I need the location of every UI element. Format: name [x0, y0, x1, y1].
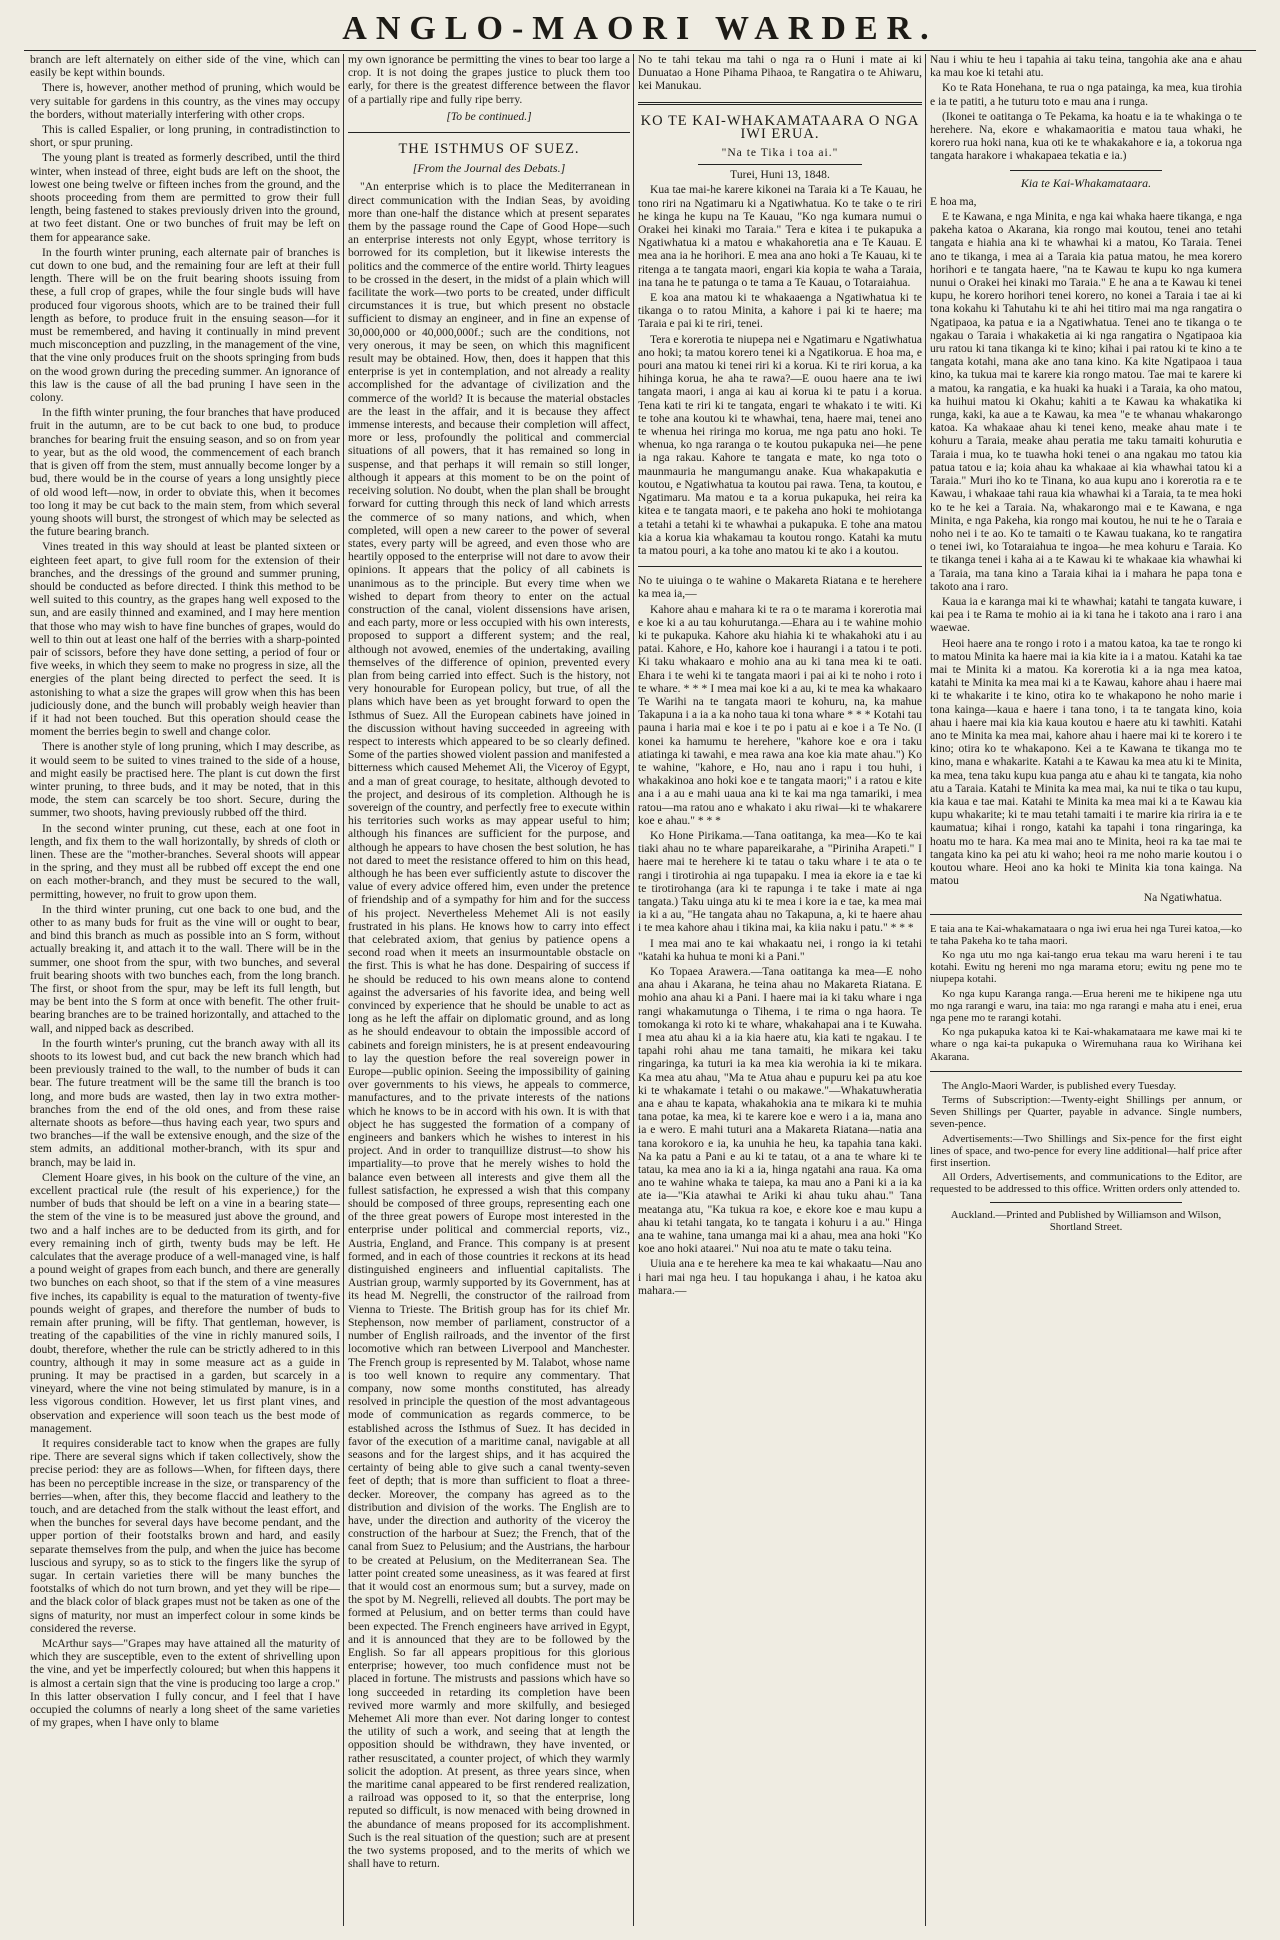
section-rule: [990, 1202, 1182, 1203]
publication-notice: Advertisements:—Two Shillings and Six-pence for the first eight lines of space, and two-pence for every line additional—half price after first insertion.: [930, 1132, 1242, 1170]
motto: "Na te Tika i toa ai.": [721, 147, 839, 160]
imprint: Auckland.—Printed and Published by Williamson and Wilson, Shortland Street.: [950, 1208, 1222, 1233]
paragraph: In the fifth winter pruning, the four branches that have produced fruit in the autumn, are to be cut back to one bud, to produce branches for bearing fruit the ensuing season, and so on from year to year, but as the old wood, the commencement of each branch that is given off from the stem, must annually become longer by a bud, there would be in the course of years a long unsightly piece of old wood left—now, in order to obviate this, when it becomes too long it may be cut back to the main stem, from which several young shoots will burst, the strongest of which may be selected as the future bearing branch.: [30, 407, 340, 539]
letter-heading: Kia te Kai-Whakamataara.: [1020, 175, 1152, 190]
paragraph: No te tahi tekau ma tahi o nga ra o Huni i mate ai ki Dunuatao a Hone Pihama Pihaoa, te Rangatira o te Ahiwaru, kei Manukau.: [638, 54, 922, 93]
paragraph: Kua tae mai-he karere kikonei na Taraia ki a Te Kauau, he tono riri na Ngatimaru ki a Ngatiwhatua. Ko te take o te riri he kinga he kupu na Te Kauau, "Ko nga kumara numui o Orakei hei kinaki mo Taraia." Tera e kitea i te pukapuka a Ngatiwhatua ki a matou e whakahoretia ana e Te Kauau. E mea ana ia he horihori. E mea ana ano hoki a Te Kauau, ki te ritenga a te tangata maori, engari kia kopia te waha a Taraia, ina tana he te patunga o te tama a Te Kauau, o Totaraiahua.: [638, 184, 922, 289]
column-3: [638, 54, 922, 1926]
paragraph: Kaua ia e karanga mai ki te whawhai; katahi te tangata kuware, i kai pea i te Rama te mohio ai ia ki tana he i takoto ana i raro i ana waewae.: [930, 595, 1242, 635]
paragraph: There is, however, another method of pruning, which would be very suitable for gardens in this country, as the vines may occupy the borders, without materially interfering with other crops.: [30, 82, 340, 121]
notice-paragraph: Ko nga kupu Karanga ranga.—Erua hereni me te hikipene nga utu mo nga rarangi e waru, ina taia: mo nga rarangi e maha atu i enei, erua nga pene mo te rarangi kotahi.: [930, 987, 1242, 1025]
section-rule: [930, 914, 1242, 915]
paragraph: branch are left alternately on either side of the vine, which can easily be kept within bounds.: [30, 54, 340, 80]
paragraph: In the fourth winter's pruning, cut the branch away with all its shoots to its lowest bud, and cut back the new branch which had been previously trained to the wall, to the number of buds it can bear. The future treatment will be the same till the branch is too long, and more buds are wasted, then lay in two extra mother-branches from the end of the old ones, and from these raise alternate shoots as before—thus having each year, two spurs and two branches—if the wall be extensive enough, and the size of the stem admits, an additional mother-branch, with its spur and branch, may be laid in.: [30, 1037, 340, 1169]
masthead: [0, 0, 1280, 50]
section-rule: [638, 566, 922, 567]
paragraph: McArthur says—"Grapes may have attained all the maturity of which they are susceptible, even to the extent of shrivelling upon the vine, and yet be imperfectly coloured; but when this happens it is almost a certain sign that the vine is producing too large a crop." In this latter observation I fully concur, and I feel that I have occupied the columns of nearly a long sheet of the same varieties of my grapes, when I have only to blame: [30, 1637, 340, 1730]
section-rule: [348, 132, 630, 133]
paragraph: Ko Topaea Arawera.—Tana oatitanga ka mea—E noho ana ahau i Akarana, he teina ahau no Makareta Riatana. E mohio ana ahau ki a Pani. I haere mai ia ki taku whare i nga rangi whakamutunga o Tihema, i te rima o nga haora. Te tomokanga ki roto ki te whare, whakahapai ana i te Kuwaha. I mea atu ahau ki a ia kia haere atu, kia kati te ngakau. I te tapahi rohi ahau me tana tamaiti, he mikara kei taku ringaringa, ka tuturi ia ka mea kia werohia ia ki te mikara. Ka mea atu ahau, "Ma te Atua ahau e pupuru kei pa atu koe ki te whakamate i tetahi o ou makawe."—Whakatuwheratia ana e ahau te kapata, whakahokia ana te mikara ki te muhia tana potae, ka mea, ki te karere koe e wero i a ia, mana ano ia e wero. E mahi tuturi ana a Makareta Riatana—natia ana tana korokoro e ia, ka unuhia he heu, ka tapahia tana kaki. Na ka patu a Pani e au ki te tatau, ot a ana te whare ki te tatau, ka mea ano ia ki a ia, hinga ngatahi ana raua. Ka oma ano te wahine whaka te taiepa, ka mau ano a Pani ki a ia ka ate ia—"Kia atawhai te Ariki ki ahau tuku ahau." Tana meatanga atu, "Ka tukua ra koe, e ekore koe e mau kupu a ahau ki tetahi tangata, ko te tangata i kohuru i a au." Hinga ana te wahine, tana umanga mai ki a ahau, mea ana hoki "Ko koe ano hoki ataarei." Nui noa atu te mate o taku teina.: [638, 966, 922, 1256]
section-rule: [698, 164, 862, 165]
paragraph: Nau i whiu te heu i tapahia ai taku teina, tangohia ake ana e ahau ka mau koe ki tetahi atu.: [930, 54, 1242, 80]
salutation: E hoa ma,: [930, 195, 977, 208]
notice-paragraph: Ko nga utu mo nga kai-tango erua tekau ma waru hereni i te tau kotahi. Ewitu ng hereni mo nga marama etoru; ewitu ng pene mo te niupepa kotahi.: [930, 949, 1242, 986]
paragraph: I mea mai ano te kai whakaatu nei, i rongo ia ki tetahi "katahi ka huhua te moni ki a Pani.": [638, 937, 922, 963]
notice-paragraph: E taia ana te Kai-whakamataara o nga iwi erua hei nga Turei katoa,—ko te taha Pakeha ko te taha maori.: [930, 922, 1242, 947]
masthead-rule: [24, 50, 1256, 51]
section-rule: [930, 1071, 1242, 1072]
publication-notice: The Anglo-Maori Warder, is published every Tuesday.: [942, 1079, 1177, 1092]
issue-date: Turei, Huni 13, 1848.: [730, 169, 830, 182]
paragraph: The young plant is treated as formerly described, until the third winter, when instead of three, eight buds are left on the shoot, the lowest one being twelve or fifteen inches from the ground, and the shoots proceeding from them are permitted to grow their full length, being fastened to stakes previously driven into the ground, at two feet distant. One or two bunches of fruit may be left on them for appearance sake.: [30, 152, 340, 244]
publication-notice: Terms of Subscription:—Twenty-eight Shillings per annum, or Seven Shillings per Quarter, payable in advance. Single numbers, seven-pence.: [930, 1094, 1242, 1131]
article-source: [From the Journal des Debats.]: [412, 161, 566, 176]
paragraph: Clement Hoare gives, in his book on the culture of the vine, an excellent practical rule (the result of his experience,) for the number of buds that should be left on a vine in a bearing state—the stem of the vine is to be measured just above the ground, and two and a half inches are to be deducted from its girth, and for every remaining inch of girth, twenty buds may be left. He calculates that the average produce of a well-managed vine, is half a pound weight of grapes from each bunch, and there are generally two bunches on each shoot, so that if the stem of a vine measures five inches, its capability is equal to the maturation of twenty-five pounds weight of grapes, and therefore the number of buds to remain after pruning, will be fifty. That gentleman, however, is treating of the capabilities of the vine in richly manured soils, I doubt, therefore, whether the rule can be strictly adhered to in this country, although it may in some measure act as a guide in pruning. It may be practised in a garden, but scarcely in a vineyard, where the vine not being stimulated by manure, is in a less vigorous condition. However, let us first plant vines, and observation and experience will soon teach us the best mode of management.: [30, 1171, 340, 1435]
paragraph: There is another style of long pruning, which I may describe, as it would seem to be suited to vines trained to the side of a house, and might easily be practised here. The plant is cut down the first winter pruning, to three buds, and it may be noted, that in this mode, the stem can scarcely be too short. Secure, during the summer, two shoots, having previously rubbed off the third.: [30, 741, 340, 820]
paragraph: E koa ana matou ki te whakaaenga a Ngatiwhatua ki te tikanga o to ratou Minita, a kahore i pai ki te haere; ma Taraia e pai ki te riri, tenei.: [638, 292, 922, 331]
section-rule: [638, 102, 922, 105]
publication-notice: All Orders, Advertisements, and communications to the Editor, are requested to be addressed to this office. Written orders only attended to.: [930, 1171, 1242, 1196]
column-divider: [925, 54, 926, 1926]
article-heading: THE ISTHMUS OF SUEZ.: [398, 141, 580, 158]
section-rule: [1010, 170, 1162, 171]
notice-paragraph: Ko nga pukapuka katoa ki te Kai-whakamataara me kawe mai ki te whare o nga kai-ta pukapuka o Wiremuhana raua ko Wirihana kei Akarana.: [930, 1026, 1242, 1063]
paragraph: E te Kawana, e nga Minita, e nga kai whaka haere tikanga, e nga pakeha katoa o Akarana, kia rongo mai koutou, tenei ano tetahi tangata e hiahia ana ki te whawhai ki a matou, Ko Taraia. Tenei ano te tikanga, i mea ai a Taraia kia patua matou, he mea korero horihori e te tangata haere, "na te Kawau te kupu ko nga kumera nunui o Orakei hei kinaki mo Taraia." E he ana a te Kawau ki tenei kupu, he korero horihori tenei korero, no konei a Taraia i tae ai ki tona kokahu ki Tahutahu ki te ahi hei titiro mai ma nga rangatira o Ngatipaoa, ka patua e ia a Ngatiwhatua. Tenei ano te tikanga o te ngakau o Taraia i whakaketia ai ki nga rangatira o Ngatipaoa kia uru ratou ki tana tikanga ki te kino; kihai i pai ratou ki te kino a te tangata kotahi, mana ake ano tana kino. Ka kite Ngatipaoa i taua kino, ka tukua mai te karere kia rongo matou. Tae mai te karere ki a matou, ka rangatia, e ka huaki ka huaki i a Taraia, ka oho matou, ka huihui matou ki Okahu; kahiti a te Kawau ka whakatika ki runga, kaki, ka aue a te Kawau, ka mea "e te whanau whakarongo katoa. Ka whakaae ahau ki tenei keno, meake ahau mate i te kohuru a Taraia, meake ahau peratia me taku tamaiti kohurutia e Taraia i mua, ko te tuawha hoki tenei o ana ngakau mo tatou kia patua tatou e ia; koia ahau ka whakaae ai kia whawhai tatou ki a Taraia." Muri iho ko te Tinana, ko aua kupu ano i korerotia ra e te Kawau, i whakaae tahi raua kia whawhai ki a Taraia, ta te mea hoki ko te he kei a Taraia. Na, whakarongo mai e te Kawana, e nga Minita, e nga Pakeha, kia rongo mai koutou, he nui te he o Taraia e noho nei i te ao. Ko te tamaiti o te Kawau tuakana, ko te rangatira o tenei iwi, ko Totaraiahua te ingoa—he mea kohuru e Taraia. Ko te tikanga tenei i kaha ai a te Kawau ki te whakaae kia whawhai ki a Taraia, ma tana kino a Taraia kihai ia i mahara he papa tona e takoto ana i raro.: [930, 211, 1242, 593]
paragraph: Ko Hone Pirikama.—Tana oatitanga, ka mea—Ko te kai tiaki ahau no te whare papareikarahe, a "Piriniha Arapeti." I haere mai te herehere ki te tatau o taku whare i te ata o te rangi i tirotirohia ai nga tupapaku. I mea ia ekore ia e tae ki te tirotirohanga (ara ki te rapunga i te take i mate ai nga tangata.) Taku uinga atu ki te mea i kore ia e tae, ka mea mai ia ki a au, "He tangata ahau no Takapuna, a, ki te haere ahau i te mea kahore ahau i tikina mai, ka kiia naku i patu." * * *: [638, 829, 922, 935]
paragraph: Vines treated in this way should at least be planted sixteen or eighteen feet apart, to give full room for the extension of their branches, and the dressings of the ground and summer pruning, should be conducted as before directed. I think this method to be well suited to this country, as the grapes hang well exposed to the sun, and are easily thinned and examined, and I may here mention that those who may wish to have fine bunches of grapes, would do well to thin out at least one half of the berries with a sharp-pointed pair of scissors, before they have done setting, a period of four or five weeks, in which they seem to make no progress in size, all the energies of the plant being directed to perfect the seed. It is astonishing to what a size the grapes will grow when this has been judiciously done, and the bunch will probably weigh heavier than if it had not been touched. But this operation should cease the moment the berries begin to swell and change color.: [30, 541, 340, 739]
paragraph: In the second winter pruning, cut these, each at one foot in length, and fix them to the wall horizontally, by shreds of cloth or linen. These are the "mother-branches. Several shoots will appear in the spring, and they must all be rubbed off except the end one on each mother-branch, and they must be secured to the wall, permitting, however, no fruit to grow upon them.: [30, 822, 340, 901]
paragraph: This is called Espalier, or long pruning, in contradistinction to short, or spur pruning.: [30, 124, 340, 150]
paragraph: (Ikonei te oatitanga o Te Pekama, ka hoatu e ia te whakinga o te herehere. Na, ekore e whakamaoritia e matou taua whaki, he korero rua hoki nana, kua oti ke te whakakahore e ia, a tokorua nga tangata harakore i whakapaea tekatia e ia.): [930, 110, 1242, 163]
column-2: [348, 54, 630, 1926]
column-divider: [633, 54, 634, 1926]
editorial-heading: KO TE KAI-WHAKAMATAARA O NGA IWI ERUA.: [640, 112, 920, 142]
paragraph: Kahore ahau e mahara ki te ra o te marama i korerotia mai e koe ki a au tau kohurutanga.—Ehara au i te wahine mohio ki te pukapuka. Kahore aku hiahia ki te whakahoki atu i au patai. Kahore, e Ho, kahore koe i haurangi i a tatou i te poti. Ki taku whakaaro e mohio ana au ki tana mea ki te oati. Ehara i te wehi ki te tangata maori i pai ai ki te noho i roto i te whare. * * * I mea mai koe ki a au, ki te mea ka whakaaro Te Warihi na te tangata maori te kohuru, na, ka mahue Takapuna i a ia a ka noho taua ki tona whare * * * Kotahi tau pauna i haria mai e koe i te po i patu ai e koe i a Te No. (I konei ka hamumu te herehere, "kahore koe e ora i taku atiatinga ki tawahi, e mea rawa ana koe kia mate ahau.") Ko te wahine, "kahore, e Ho, nau ano i rapu i tou huhi, i whakakinoa ano hoki koe e te tangata maori;" i a ratou e kite ana i a au e mahi uaua ana ki te kai ma nga tamariki, i mea ratou—ma ratou ano e whakato i aku riwai—ki te whakarere koe e ahau." * * *: [638, 603, 922, 827]
paragraph: "An enterprise which is to place the Mediterranean in direct communication with the Indian Seas, by avoiding more than one-half the distance which at present separates them by the passage round the Cape of Good Hope—such an enterprise interests not only Egypt, whose territory is borrowed for its completion, but it likewise interests the politics and the commerce of the entire world. Thirty leagues to be crossed in the desert, in the midst of a plain which will facilitate the work—two ports to be created, under difficult circumstances it is true, but which present no obstacle sufficient to dismay an engineer, and in fine an expense of 30,000,000 or 40,000,000f.; such are the conditions, not very onerous, it may be seen, on which this magnificent result may be obtained. How, then, does it happen that this enterprise is yet in contemplation, and not already a reality accomplished for the advantage of civilization and the commerce of the world? It is because the material obstacles are the least in the affair, and it is because they affect immense interests, and because their completion will affect, more or less, profoundly the political and commercial situations of all powers, that it has remained so long in suspense, and that perhaps it will remain so still longer, although it appears at this moment to be on the point of receiving solution. No doubt, when the plan shall be brought forward for cutting through this neck of land which arrests the commerce of so many nations, and which, when completed, will open a new career to the power of several states, every party will be agreed, and even those who are heartily opposed to the enterprise will not dare to avow their opinions. It appears that the policy of all cabinets is unanimous as to the principle. But every time when we wished to depart from theory to enter on the actual construction of the canal, violent dissensions have arisen, and each party, more or less occupied with his own interests, proposed to support a different system; and the real, although not avowed, enemies of the undertaking, availing themselves of the difference of opinion, prevented every plan from being carried into effect. Such is the history, not very honourable for European policy, but true, of all the plans which have been as yet brought forward to open the Isthmus of Suez. All the European cabinets have joined in the discussion without having succeeded in agreeing with respect to interests which appeared to be so clearly defined. Some of the parties showed violent passion and manifested a bitterness which caused Mehemet Ali, the Viceroy of Egypt, and a man of great courage, to hesitate, although devoted to the project, and desirous of its completion. Although he is sovereign of the country, and perfectly free to execute within his territories such works as may appear useful to him; although his finances are sufficient for the purpose, and although he appears to have chosen the best solution, he has not dared to meet the resistance offered to him on this head, although he has been ever sufficiently astute to discover the value of every advice offered him, even under the pretence of friendship and of a sympathy for him and for the success of his project. Nevertheless Mehemet Ali is not easily frustrated in his plans. He knows how to carry into effect that celebrated axiom, that genius by patience opens a second road when it meets an insurmountable obstacle on the first. This is what he has done. Despairing of success if he should be reduced to his own means alone to contend against the adversaries of his favorite idea, and being well convinced by experience that he should be unable to act as long as he left the affair on diplomatic ground, and as long as he should endeavour to obtain the impossible accord of cabinets and foreign ministers, he is at present endeavouring to lay the question before the real sovereign power in Europe—public opinion. Seeing the impossibility of gaining over governments to his views, he appeals to commerce, manufactures, and to the private interests of the nations which he knows to be in accord with his own. It is with that object he has suggested the formation of a company of engineers and bankers which he wishes to interest in his project. And in order to tranquillize distrust—to show his impartiality—to prove that he merely wishes to hold the balance even between all interests and give them all the fullest satisfaction, he expressed a wish that this company should be composed of three groups, representing each one of the three great powers of Europe most interested in the enterprise under political and commercial reports, viz., Austria, England, and France. This company is at present formed, and in each of those countries it reckons at its head distinguished engineers and influential capitalists. The Austrian group, warmly supported by its Government, has at its head M. Negrelli, the constructor of the railroad from Vienna to Trieste. The British group has for its chief Mr. Stephenson, now member of parliament, constructor of a number of English railroads, and the inventor of the first locomotive which ran between Liverpool and Manchester. The French group is represented by M. Talabot, whose name is too well known to require any commentary. That company, now some months constituted, has already resolved in principle the question of the most advantageous mode of communication as regards commerce, to be established across the Isthmus of Suez. It has decided in favor of the execution of a maritime canal, navigable at all seasons and for the largest ships, and it has acquired the certainty of being able to give such a canal twenty-seven feet of depth; that is more than sufficient to float a three-decker. Moreover, the company has agreed as to the distribution and division of the works. The English are to have, under the direction and authority of the viceroy the construction of the harbour at Suez; the French, that of the canal from Suez to Pelusium; and the Austrians, the harbour to be created at Pelusium, on the Mediterranean Sea. The latter point created some uneasiness, as it was feared at first that it would cost an enormous sum; but a survey, made on the spot by M. Negrelli, relieved all doubts. The port may be formed at Pelusium, and on better terms than could have been expected. The French engineers have arrived in Egypt, and it is announced that they are to be followed by the English. So far all appears propitious for this glorious enterprise; however, too much confidence must not be placed in fortune. The mistrusts and passions which have so long succeeded in retarding its completion have been revived more warmly and more skilfully, and besieged Mehemet Ali more than ever. Not daring longer to contest the utility of such a work, and seeing that at length the opposition should be withdrawn, they have invented, or rather resuscitated, a counter project, of which they warmly solicit the adoption. At present, as three years since, when the maritime canal appeared to be first rendered realization, a railroad was opposed to it, so that the enterprise, long reputed so difficult, is now menaced with being drowned in the abundance of means proposed for its accomplishment. Such is the real situation of the question; such are at present the two systems proposed, and to the merits of which we shall have to return.: [348, 181, 630, 1871]
paragraph: In the third winter pruning, cut one back to one bud, and the other to as many buds for fruit as the vine will or ought to bear, and bind this branch as much as possible into an S form, without actually breaking it, and attach it to the wall. There will be in the summer, one shoot from the spur, with two bunches, and several fruit bearing shoots with two bunches each, from the long branch. The first, or shoot from the spur, may be left its full length, but may be bent into the S form at once with benefit. The other fruit-bearing branches are to be trained horizontally, and attached to the wall, and nipped back as described.: [30, 903, 340, 1035]
paragraph: It requires considerable tact to know when the grapes are fully ripe. There are several signs which if taken collectively, show the precise period: they are as follows—When, for fifteen days, there has been no perceptible increase in the size, or transparency of the berries—when, after this, they become flaccid and leathery to the touch, and are detached from the stalk without the least effort, and when the bunches for several days have become pendant, and the upper portion of their footstalks brown and hard, and easily separate themselves from the pulp, and when the juice has become luscious and syrupy, so as to stick to the fingers like the syrup of sugar. In certain varieties there will be many bunches the footstalks of which do not turn brown, and yet they will be ripe—and the black color of black grapes must not be taken as one of the signs of maturity, nor must an imperfect colour in some kinds be considered the reverse.: [30, 1437, 340, 1635]
paragraph: Tera e korerotia te niupepa nei e Ngatimaru e Ngatiwhatua ano hoki; ta matou korero tenei ki a Ngatikorua. E hoa ma, e pouri ana matou ki tenei riri ki a korua. Ki te riri korua, a ka hihinga korua, he aha te rawa?—E ouou haere ana te iwi tangata maori, i anga ai kau ai korua ki te patu i a korua. Tena kati te riri ki te tangata, engari te whakato i te witi. Ki te tohe ana koutou ki te whawhai, tena, haere mai, tenei ano te whenua hei riringa mo korua, me nga patu ano hoki. Te whenua, ko nga raranga o te koutou pukapuka nei—he pene ia nga rakau. Kahore te tangata e mate, ko nga toto o maunmauria he mangumangu anake. Kua whakapakutia e koutou, e Ngatiwhatua ta koutou pai rawa. Tena, ta koutou, e Ngatimaru. Ma matou e ta a korua pukapuka, hei reira ka kitea e te tangata maori, e te pakeha ano hoki te mohiotanga a tetahi a tetahi ki te whawhai a pukapuka. E tohe ana matou kia a korua kia whakamau ta koutou rongo. Katahi ka mutu ta matou pouri, a ka tohe ano matou ki te ako i a koutou.: [638, 333, 922, 557]
column-divider: [343, 54, 344, 1926]
signature: Na Ngatiwhatua.: [1143, 892, 1222, 905]
paragraph: Uiuia ana e te herehere ka mea te kai whakaatu—Nau ano i hari mai nga heu. I tau hopukanga i ahau, i he katoa aku mahara.—: [638, 1258, 922, 1297]
paragraph: Ko te Rata Honehana, te rua o nga patainga, ka mea, kua tirohia e ia te patiti, a he tuturu toto e mau ana i runga.: [930, 82, 1242, 108]
continued-note: [To be continued.]: [446, 110, 532, 123]
paragraph: Heoi haere ana te rongo i roto i a matou katoa, ka tae te rongo ki to matou Minita ka haere mai ia kia kite ia i a matou. Katahi ka tae mai te Minita ki a matou. Ka korerotia ki a ia nga mea katoa, katahi te Minita ka mea mai ki a te Kawau, kahore ahau i haere mai ki te whakarite i te kino, otira ko te whakapono he noho marie i tona kainga—kaua e haere i tana tono, i ta te tangata kino, koia ahau i haere mai kia kia kaua koutou e haere atu ki tawhiti. Katahi ano te Minita ka mea mai, kahore ahau i haere mai ki te korero i te kino; otira ko te whakapono. Kei a te Kawana te tikanga mo te kino, mana e whakarite. Katahi a te Kawau ka mea atu ki te Minita, ka mea, tena taku kupu kua panga atu e ahau ki te tangata, kia noho atu a Taraia. Katahi te Minita ka mea mai, ka nui te tika o tau kupu, kia kaua e tae mai. Katahi te Minita ka mea mai ki a te Kawau kia kupu whakarite; ki te mau tetahi tamaiti i te marire kia ririra ia e te kaumatua; kihai i rongo, katahi ka tapahi i tona ringaringa, ka hoatu mo te hara. Ka mea mai ano te Minita, heoi ra ka tae mai te tangata kino ka pei atu ki waho; heoi ra me noho marie koutou i o koutou whare. Heoi ano ka hoki te Minita kia tona kainga. Na matou: [930, 637, 1242, 888]
masthead-title: ANGLO-MAORI WARDER.: [342, 10, 938, 47]
paragraph: No te uiuinga o te wahine o Makareta Riatana e te herehere ka mea ia,—: [638, 575, 922, 601]
column-1: [30, 54, 340, 1926]
paragraph: In the fourth winter pruning, each alternate pair of branches is cut down to one bud, and the remaining four are left at their full length. There will be on the fruit bearing shoots issuing from these, a full crop of grapes, while the four single buds will have produced four vigorous shoots, which are to be trained their full length as before, to produce fruit in the ensuing season—for it must be remembered, and having it continually in mind prevent much misconception and puzzling, in the management of the vine, that the vine only produces fruit on the shoots springing from buds on the wood grown during the preceding summer. An ignorance of this law is the cause of all the bad pruning I have seen in the colony.: [30, 246, 340, 405]
column-4: [930, 54, 1242, 1926]
paragraph: my own ignorance be permitting the vines to bear too large a crop. It is not doing the grapes justice to pluck them too early, for there is the greatest difference between the flavor of a partially ripe and fully ripe berry.: [348, 54, 630, 106]
